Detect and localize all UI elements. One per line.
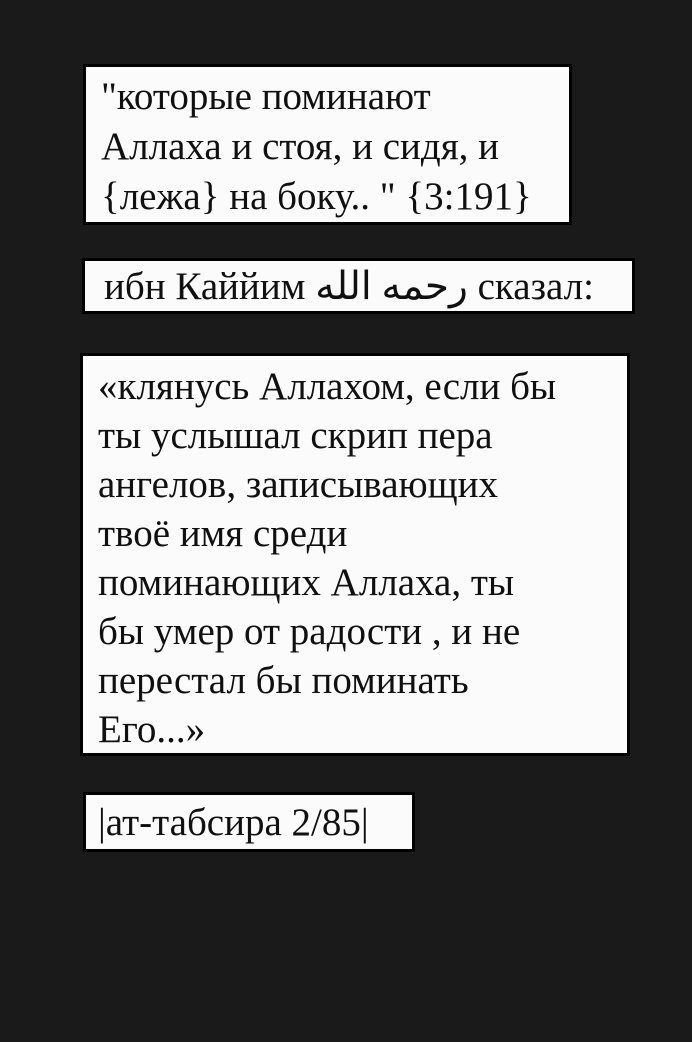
attribution-card — [82, 258, 635, 314]
source-card — [83, 792, 415, 852]
verse-card — [83, 64, 572, 225]
quote-line: «клянусь Аллахом, если бы — [98, 365, 557, 408]
verse-line: {лежа} на боку.. " {3:191} — [101, 175, 532, 218]
attribution-text: ибн Каййим رحمه الله сказал: — [104, 264, 594, 308]
quote-line: перестал бы поминать — [98, 659, 469, 702]
quote-line: бы умер от радости , и не — [98, 610, 521, 653]
quote-line: твоё имя среди — [98, 512, 348, 555]
quote-line: Его...» — [98, 708, 206, 751]
source-text: |ат-табсира 2/85| — [98, 800, 369, 844]
verse-line: Аллаха и стоя, и сидя, и — [101, 125, 500, 168]
quote-line: ангелов, записывающих — [98, 463, 499, 506]
quote-card — [80, 353, 630, 756]
verse-line: "которые поминают — [101, 75, 431, 118]
quote-line: поминающих Аллаха, ты — [98, 561, 515, 604]
quote-line: ты услышал скрип пера — [98, 414, 493, 457]
